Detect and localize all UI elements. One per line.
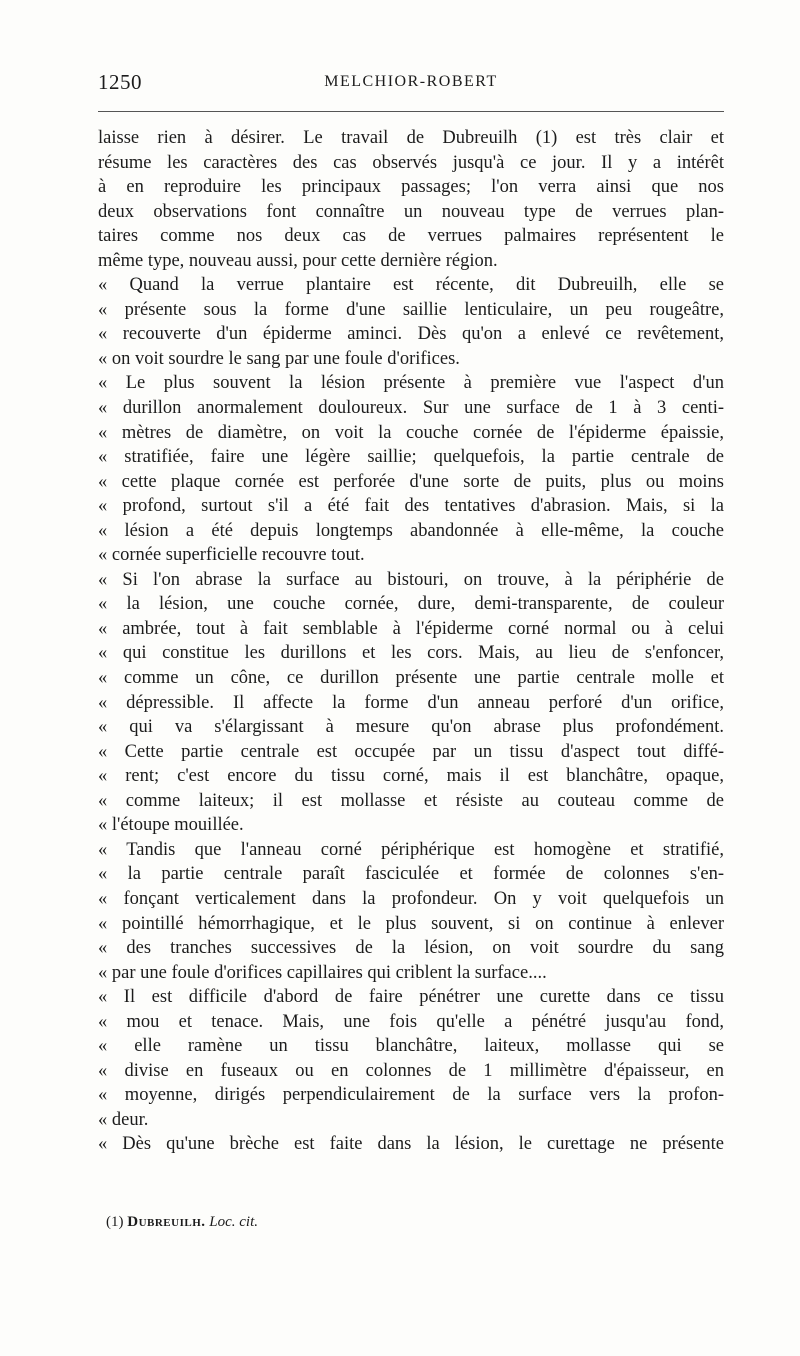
text-line: « lésion a été depuis longtemps abandonnée à elle-même, la couche	[98, 520, 724, 541]
text-line: « par une foule d'orifices capillaires qui criblent la surface....	[98, 962, 547, 983]
text-line: « mou et tenace. Mais, une fois qu'elle a pénétré jusqu'au fond,	[98, 1011, 724, 1032]
body-text	[98, 126, 724, 1157]
text-line: « cornée superficielle recouvre tout.	[98, 545, 365, 566]
text-line: « moyenne, dirigés perpendiculairement de la surface vers la profon-	[98, 1085, 724, 1106]
text-line: « profond, surtout s'il a été fait des tentatives d'abrasion. Mais, si la	[98, 496, 724, 517]
text-line: « on voit sourdre le sang par une foule d'orifices.	[98, 348, 460, 369]
text-line: « la partie centrale paraît fasciculée et formée de colonnes s'en-	[98, 864, 724, 885]
text-line: « Tandis que l'anneau corné périphérique est homogène et stratifié,	[98, 839, 724, 860]
text-line: « rent; c'est encore du tissu corné, mais il est blanchâtre, opaque,	[98, 766, 724, 787]
text-line: résume les caractères des cas observés jusqu'à ce jour. Il y a intérêt	[98, 152, 724, 173]
text-line: « recouverte d'un épiderme aminci. Dès qu'on a enlevé ce revêtement,	[98, 324, 724, 345]
text-line: à en reproduire les principaux passages; l'on verra ainsi que nos	[98, 177, 724, 198]
text-line: « la lésion, une couche cornée, dure, demi-transparente, de couleur	[98, 594, 724, 615]
footnote-marker: (1)	[106, 1214, 124, 1230]
text-line: « pointillé hémorrhagique, et le plus souvent, si on continue à enlever	[98, 913, 724, 934]
text-line: « comme laiteux; il est mollasse et résiste au couteau comme de	[98, 790, 724, 811]
text-line: « fonçant verticalement dans la profondeur. On y voit quelquefois un	[98, 888, 724, 909]
text-line: « l'étoupe mouillée.	[98, 815, 244, 836]
text-line: « elle ramène un tissu blanchâtre, laiteux, mollasse qui se	[98, 1036, 724, 1057]
text-line: « dépressible. Il affecte la forme d'un anneau perforé d'un orifice,	[98, 692, 724, 713]
text-line: « ambrée, tout à fait semblable à l'épiderme corné normal ou à celui	[98, 618, 724, 639]
text-line: « comme un cône, ce durillon présente une partie centrale molle et	[98, 668, 724, 689]
text-line: « Dès qu'une brèche est faite dans la lésion, le curettage ne présente	[98, 1134, 724, 1155]
text-line: deux observations font connaître un nouveau type de verrues plan-	[98, 201, 724, 222]
text-line: laisse rien à désirer. Le travail de Dubreuilh (1) est très clair et	[98, 128, 724, 148]
running-head: MELCHIOR-ROBERT	[324, 73, 498, 90]
text-line: « Si l'on abrase la surface au bistouri, on trouve, à la périphérie de	[98, 569, 724, 590]
page-header	[98, 70, 724, 100]
text-line: « divise en fuseaux ou en colonnes de 1 millimètre d'épaisseur, en	[98, 1060, 724, 1081]
text-line: « des tranches successives de la lésion, on voit sourdre du sang	[98, 938, 724, 959]
text-line: « Quand la verrue plantaire est récente, dit Dubreuilh, elle se	[98, 275, 724, 296]
text-line: « qui constitue les durillons et les cors. Mais, au lieu de s'enfoncer,	[98, 643, 724, 664]
footnote-reference: Loc. cit.	[209, 1214, 259, 1230]
footnote-author: Dubreuilh.	[127, 1214, 206, 1230]
footnote	[106, 1212, 258, 1232]
text-line: « durillon anormalement douloureux. Sur une surface de 1 à 3 centi-	[98, 398, 724, 419]
text-line: « stratifiée, faire une légère saillie; quelquefois, la partie centrale de	[98, 447, 724, 468]
text-line: « mètres de diamètre, on voit la couche cornée de l'épiderme épaissie,	[98, 422, 724, 443]
text-line: « Le plus souvent la lésion présente à première vue l'aspect d'un	[98, 373, 724, 394]
text-line: « qui va s'élargissant à mesure qu'on abrase plus profondément.	[98, 717, 724, 738]
text-line: taires comme nos deux cas de verrues palmaires représentent le	[98, 226, 724, 247]
text-line: « Cette partie centrale est occupée par un tissu d'aspect tout diffé-	[98, 741, 724, 762]
text-line: « présente sous la forme d'une saillie lenticulaire, un peu rougeâtre,	[98, 299, 724, 320]
text-line: « Il est difficile d'abord de faire pénétrer une curette dans ce tissu	[98, 987, 724, 1008]
header-rule	[98, 111, 724, 112]
text-line: « cette plaque cornée est perforée d'une sorte de puits, plus ou moins	[98, 471, 724, 492]
text-line: même type, nouveau aussi, pour cette dernière région.	[98, 250, 498, 271]
text-line: « deur.	[98, 1109, 149, 1130]
page-number: 1250	[98, 70, 142, 94]
